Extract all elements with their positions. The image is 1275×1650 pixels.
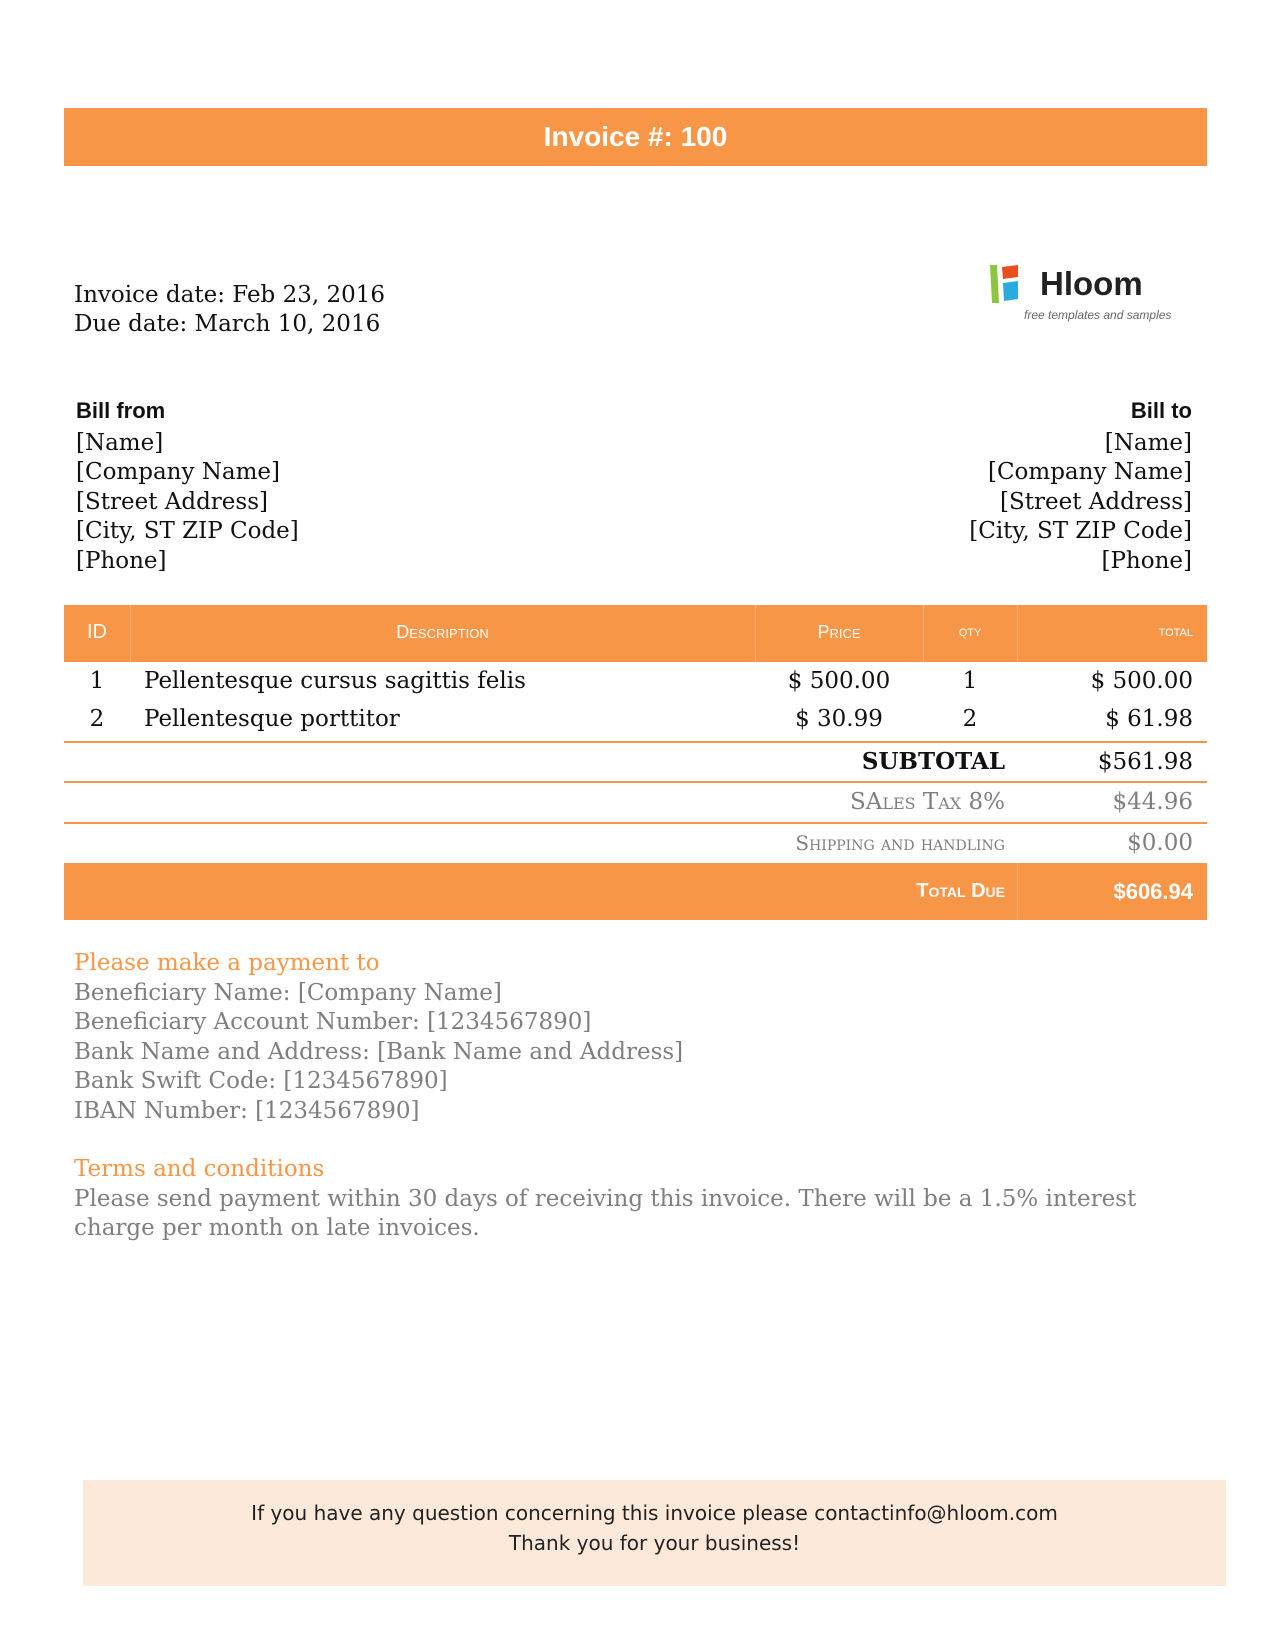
bill-to-phone: [Phone] [1101,547,1192,574]
sales-tax-label: SAles Tax 8% [849,789,1005,815]
beneficiary-name: Beneficiary Name: [Company Name] [74,979,502,1006]
bill-to-city: [City, ST ZIP Code] [969,518,1192,544]
footer-contact: If you have any question concerning this invoice please contactinfo@hloom.com [251,1501,1058,1525]
payment-section [74,949,1194,1126]
row-description: Pellentesque cursus sagittis felis [144,668,526,694]
row-total: $ 61.98 [1105,706,1193,732]
header-price: Price [817,622,861,642]
column-divider [1017,863,1018,920]
terms-text: Please send payment within 30 days of receiving this invoice. There will be a 1.5% interest charge per month on late invoices. [74,1185,1137,1241]
bill-from-phone: [Phone] [76,547,167,574]
header-id: ID [87,621,107,643]
table-header [64,605,1207,662]
row-id: 1 [89,668,105,694]
shipping-label: Shipping and handling [795,831,1005,855]
header-description: Description [396,622,489,642]
bill-to-street: [Street Address] [1000,488,1192,515]
subtotal-value: $561.98 [1097,749,1193,775]
row-price: $ 500.00 [787,668,891,694]
header-total: total [1158,623,1193,640]
total-due-label: Total Due [916,880,1005,902]
bank-name-address: Bank Name and Address: [Bank Name and Address] [74,1038,684,1065]
table-row [64,700,1207,738]
bill-from-street: [Street Address] [76,488,268,515]
due-date: Due date: March 10, 2016 [74,311,381,337]
hloom-logo [990,265,1190,325]
sales-tax-row [64,783,1207,821]
bill-from-company: [Company Name] [76,459,281,485]
row-qty: 2 [962,706,978,732]
bill-from-block [76,396,299,576]
row-description: Pellentesque porttitor [144,706,400,732]
iban-number: IBAN Number: [1234567890] [74,1097,420,1124]
logo-brand: Hloom [1040,265,1143,302]
row-total: $ 500.00 [1090,668,1193,694]
terms-section [74,1155,1194,1244]
sales-tax-value: $44.96 [1112,789,1193,815]
subtotal-label: SUBTOTAL [861,748,1005,775]
bill-to-heading: Bill to [1130,398,1192,423]
bill-from-heading: Bill from [76,398,166,423]
footer-note [83,1480,1226,1586]
logo-tagline: free templates and samples [1024,308,1172,322]
row-price: $ 30.99 [795,706,883,732]
terms-heading: Terms and conditions [74,1156,325,1182]
header-qty: qty [958,623,982,640]
invoice-date: Invoice date: Feb 23, 2016 [74,282,386,308]
total-due-value: $606.94 [1113,879,1193,904]
total-due-bar [64,863,1207,920]
shipping-row [64,824,1207,862]
table-row [64,662,1207,700]
row-qty: 1 [962,668,978,694]
subtotal-row [64,743,1207,781]
bill-to-name: [Name] [1104,429,1192,456]
bill-from-city: [City, ST ZIP Code] [76,518,299,544]
footer-thanks: Thank you for your business! [508,1531,801,1555]
hloom-logo-icon [990,265,1036,305]
bill-to-company: [Company Name] [987,459,1192,485]
beneficiary-account: Beneficiary Account Number: [1234567890] [74,1009,592,1035]
bill-from-name: [Name] [76,429,164,456]
payment-heading: Please make a payment to [74,950,380,976]
bank-swift-code: Bank Swift Code: [1234567890] [74,1068,448,1094]
invoice-dates [74,281,385,339]
bill-to-block [969,396,1192,576]
row-id: 2 [89,706,105,732]
shipping-value: $0.00 [1127,830,1193,856]
invoice-title: Invoice #: 100 [64,108,1207,166]
